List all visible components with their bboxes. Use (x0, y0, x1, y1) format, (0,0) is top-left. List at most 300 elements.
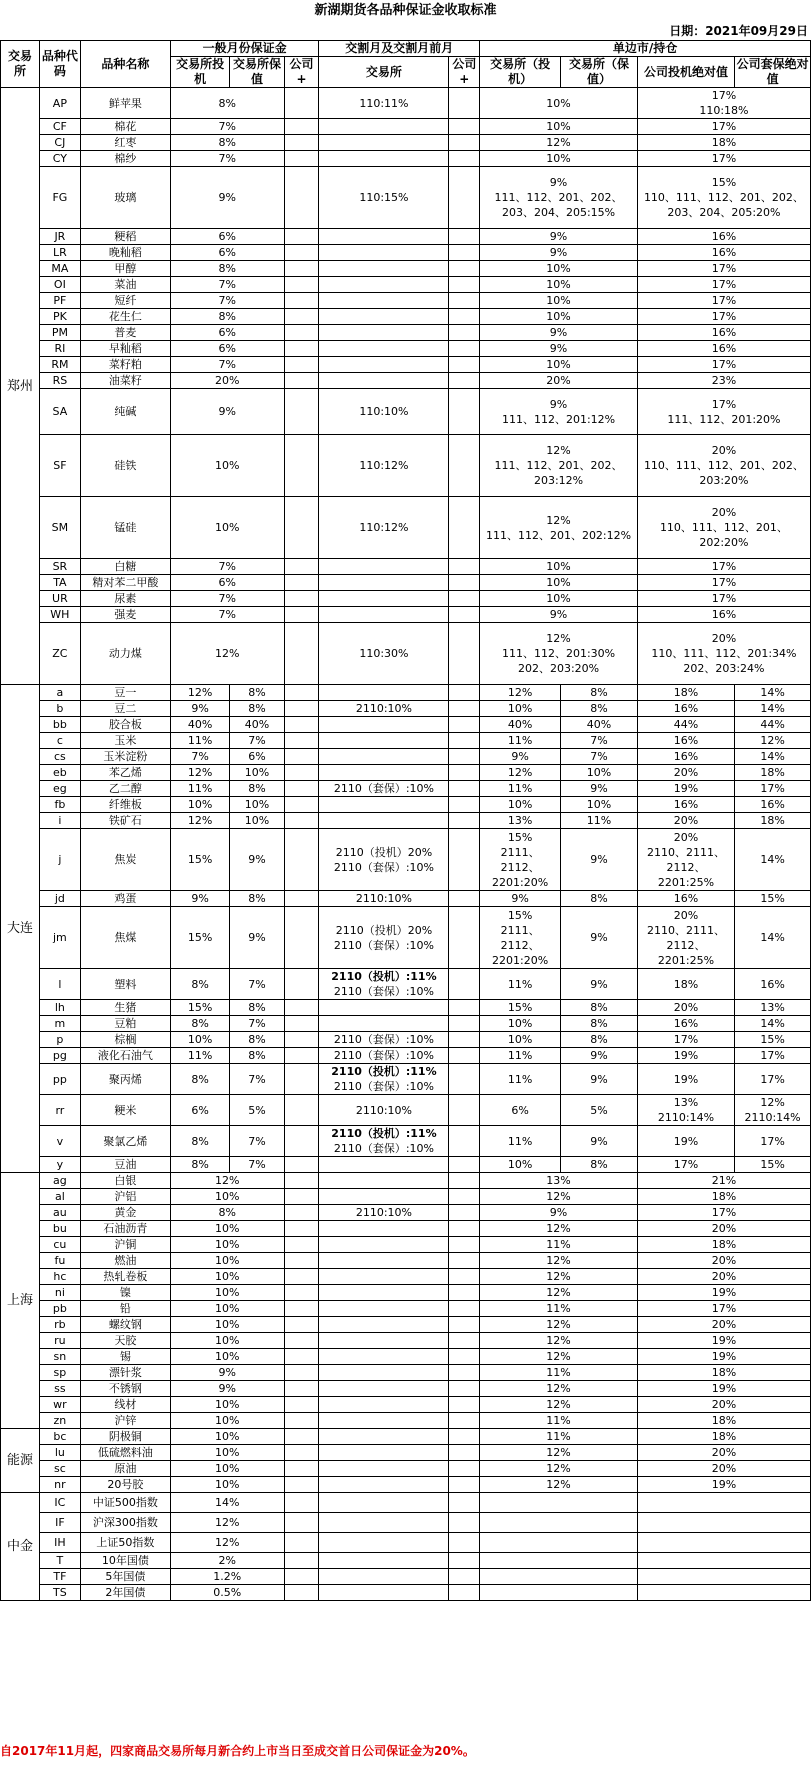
delivery-exchange-cell (319, 325, 449, 341)
general-company-cell (284, 607, 319, 623)
delivery-exchange-cell: 110:12% (319, 435, 449, 497)
header-general-hedge: 交易所保值 (230, 57, 284, 88)
code-cell: eg (39, 781, 80, 797)
general-company-cell (284, 623, 319, 685)
general-margin-cell: 10% (170, 1221, 284, 1237)
general-margin-cell: 10% (170, 1333, 284, 1349)
code-cell: SR (39, 559, 80, 575)
general-hedge-cell: 10% (230, 797, 284, 813)
table-row (1, 341, 811, 357)
single-company-hedge-cell: 15% (735, 1157, 811, 1173)
single-exchange-cell: 10% (480, 293, 638, 309)
table-row (1, 1493, 811, 1513)
table-row (1, 135, 811, 151)
general-spec-cell: 15% (170, 829, 229, 891)
cell-line: 111、112、201、202、203、204、205:15% (494, 191, 623, 219)
name-cell: 塑料 (80, 969, 170, 1000)
single-exchange-cell: 12% (480, 1317, 638, 1333)
single-company-cell: 20% (637, 1397, 810, 1413)
name-cell: 原油 (80, 1461, 170, 1477)
single-company-spec-cell (637, 829, 734, 891)
code-cell: RM (39, 357, 80, 373)
general-hedge-cell: 7% (230, 733, 284, 749)
code-cell: ss (39, 1381, 80, 1397)
table-row (1, 88, 811, 119)
table-row (1, 701, 811, 717)
single-company-spec-cell: 17% (637, 1157, 734, 1173)
general-hedge-cell: 6% (230, 749, 284, 765)
table-row (1, 1269, 811, 1285)
delivery-company-cell (449, 497, 480, 559)
table-row (1, 1397, 811, 1413)
single-company-hedge-cell: 14% (735, 685, 811, 701)
general-company-cell (284, 1333, 319, 1349)
name-cell: 液化石油气 (80, 1048, 170, 1064)
single-company-spec-cell: 16% (637, 749, 734, 765)
single-company-cell: 19% (637, 1477, 810, 1493)
delivery-company-cell (449, 1205, 480, 1221)
single-exchange-hedge-cell: 8% (561, 1000, 638, 1016)
single-company-cell (637, 88, 810, 119)
single-company-cell: 17% (637, 575, 810, 591)
table-row (1, 1253, 811, 1269)
code-cell: hc (39, 1269, 80, 1285)
single-exchange-hedge-cell: 5% (561, 1095, 638, 1126)
single-company-hedge-cell: 12% (735, 733, 811, 749)
name-cell: 油菜籽 (80, 373, 170, 389)
code-cell: cs (39, 749, 80, 765)
single-exchange-spec-cell (480, 907, 561, 969)
single-exchange-hedge-cell: 8% (561, 1157, 638, 1173)
cell-line: 12% (546, 444, 571, 457)
single-exchange-cell: 9% (480, 607, 638, 623)
general-margin-cell: 10% (170, 1461, 284, 1477)
delivery-company-cell (449, 591, 480, 607)
cell-line: 2110:14% (657, 1111, 715, 1124)
cell-line: 15% (507, 830, 533, 844)
table-row (1, 1173, 811, 1189)
table-row (1, 1048, 811, 1064)
general-hedge-cell: 8% (230, 891, 284, 907)
general-company-cell (284, 1157, 319, 1173)
single-company-hedge-cell: 17% (735, 1048, 811, 1064)
name-cell: 豆粕 (80, 1016, 170, 1032)
single-company-cell: 18% (637, 135, 810, 151)
single-company-cell (637, 1533, 810, 1553)
general-spec-cell: 11% (170, 1048, 229, 1064)
single-company-cell: 18% (637, 1429, 810, 1445)
code-cell: cu (39, 1237, 80, 1253)
table-row (1, 1445, 811, 1461)
code-cell: ni (39, 1285, 80, 1301)
single-company-spec-cell: 16% (637, 797, 734, 813)
single-company-spec-cell: 16% (637, 733, 734, 749)
name-cell: 石油沥青 (80, 1221, 170, 1237)
name-cell: 黄金 (80, 1205, 170, 1221)
code-cell: CF (39, 119, 80, 135)
general-company-cell (284, 293, 319, 309)
code-cell: j (39, 829, 80, 891)
general-company-cell (284, 1381, 319, 1397)
code-cell: FG (39, 167, 80, 229)
delivery-exchange-cell (319, 1269, 449, 1285)
cell-line: 110:18% (699, 104, 749, 117)
name-cell: 低硫燃料油 (80, 1445, 170, 1461)
delivery-exchange-cell: 2110（套保）:10% (319, 1048, 449, 1064)
delivery-company-cell (449, 277, 480, 293)
general-company-cell (284, 341, 319, 357)
single-exchange-cell: 12% (480, 1445, 638, 1461)
general-margin-cell: 9% (170, 389, 284, 435)
delivery-exchange-cell: 2110:10% (319, 1205, 449, 1221)
name-cell: 精对苯二甲酸 (80, 575, 170, 591)
general-hedge-cell: 40% (230, 717, 284, 733)
code-cell: SF (39, 435, 80, 497)
single-company-cell (637, 1569, 810, 1585)
single-exchange-cell: 10% (480, 151, 638, 167)
delivery-company-cell (449, 119, 480, 135)
general-company-cell (284, 1221, 319, 1237)
general-company-cell (284, 245, 319, 261)
name-cell: 棉花 (80, 119, 170, 135)
cell-line: 110、111、112、201、202:20% (659, 521, 788, 549)
delivery-exchange-cell: 2110（套保）:10% (319, 1032, 449, 1048)
delivery-exchange-cell (319, 357, 449, 373)
delivery-exchange-cell (319, 1157, 449, 1173)
single-exchange-cell: 11% (480, 1301, 638, 1317)
table-row (1, 685, 811, 701)
single-company-hedge-cell: 16% (735, 969, 811, 1000)
general-hedge-cell: 8% (230, 701, 284, 717)
delivery-exchange-cell (319, 717, 449, 733)
delivery-company-cell (449, 1095, 480, 1126)
single-exchange-cell: 9% (480, 341, 638, 357)
cell-line: 2110、2111、2112、2201:25% (647, 845, 725, 889)
cell-line: 2110（投机）:11% (331, 970, 437, 983)
single-company-spec-cell: 19% (637, 1048, 734, 1064)
name-cell: 棉纱 (80, 151, 170, 167)
name-cell: 焦炭 (80, 829, 170, 891)
table-row (1, 797, 811, 813)
general-hedge-cell: 8% (230, 781, 284, 797)
delivery-company-cell (449, 341, 480, 357)
single-exchange-spec-cell: 11% (480, 733, 561, 749)
delivery-exchange-cell (319, 1445, 449, 1461)
single-company-cell: 17% (637, 559, 810, 575)
code-cell: b (39, 701, 80, 717)
code-cell: jd (39, 891, 80, 907)
single-company-spec-cell: 44% (637, 717, 734, 733)
single-company-spec-cell (637, 907, 734, 969)
cell-line: 17% (711, 397, 737, 411)
general-company-cell (284, 1173, 319, 1189)
general-company-cell (284, 829, 319, 891)
general-margin-cell: 6% (170, 229, 284, 245)
single-exchange-spec-cell: 12% (480, 685, 561, 701)
single-exchange-hedge-cell: 9% (561, 829, 638, 891)
delivery-exchange-cell (319, 261, 449, 277)
table-row (1, 1429, 811, 1445)
delivery-exchange-cell (319, 575, 449, 591)
general-company-cell (284, 701, 319, 717)
general-margin-cell: 10% (170, 1189, 284, 1205)
delivery-company-cell (449, 1253, 480, 1269)
header-single-company-hedge: 公司套保绝对值 (736, 57, 809, 86)
table-row (1, 1221, 811, 1237)
code-cell: eb (39, 765, 80, 781)
table-row (1, 1477, 811, 1493)
delivery-company-cell (449, 1317, 480, 1333)
code-cell: bu (39, 1221, 80, 1237)
single-company-cell: 17% (637, 591, 810, 607)
single-company-cell: 19% (637, 1333, 810, 1349)
cell-line: 9% (549, 397, 568, 411)
general-company-cell (284, 797, 319, 813)
general-company-cell (284, 813, 319, 829)
general-company-cell (284, 167, 319, 229)
single-exchange-spec-cell: 10% (480, 701, 561, 717)
table-row (1, 575, 811, 591)
table-row (1, 891, 811, 907)
cell-line: 2110（投机）:11% (331, 1127, 437, 1140)
name-cell: 沪锌 (80, 1413, 170, 1429)
single-exchange-spec-cell: 10% (480, 797, 561, 813)
name-cell: 2年国债 (80, 1585, 170, 1601)
table-row (1, 1000, 811, 1016)
delivery-company-cell (449, 797, 480, 813)
cell-line: 2110、2111、2112、2201:25% (647, 923, 725, 967)
single-company-cell: 20% (637, 1269, 810, 1285)
single-company-cell: 16% (637, 607, 810, 623)
delivery-company-cell (449, 167, 480, 229)
table-row (1, 1413, 811, 1429)
delivery-exchange-cell: 2110（套保）:10% (319, 781, 449, 797)
single-company-cell (637, 1513, 810, 1533)
name-cell: 豆油 (80, 1157, 170, 1173)
table-row (1, 151, 811, 167)
delivery-company-cell (449, 1000, 480, 1016)
general-margin-cell: 10% (170, 1349, 284, 1365)
code-cell: fu (39, 1253, 80, 1269)
general-company-cell (284, 1553, 319, 1569)
single-exchange-spec-cell: 40% (480, 717, 561, 733)
cell-line: 12% (546, 632, 571, 645)
code-cell: MA (39, 261, 80, 277)
single-company-hedge-cell: 15% (735, 891, 811, 907)
delivery-exchange-cell (319, 1365, 449, 1381)
delivery-exchange-cell (319, 1317, 449, 1333)
table-body (1, 88, 811, 1601)
single-company-cell: 16% (637, 245, 810, 261)
general-company-cell (284, 1285, 319, 1301)
single-company-hedge-cell: 44% (735, 717, 811, 733)
cell-line: 12% (546, 513, 571, 527)
name-cell: 锰硅 (80, 497, 170, 559)
general-margin-cell: 8% (170, 1205, 284, 1221)
name-cell: 晚籼稻 (80, 245, 170, 261)
table-row (1, 1333, 811, 1349)
delivery-exchange-cell (319, 607, 449, 623)
single-exchange-cell: 12% (480, 1349, 638, 1365)
table-header (1, 41, 811, 88)
general-margin-cell: 14% (170, 1493, 284, 1513)
code-cell: T (39, 1553, 80, 1569)
delivery-exchange-cell (319, 151, 449, 167)
general-company-cell (284, 1189, 319, 1205)
single-company-hedge-cell: 14% (735, 701, 811, 717)
delivery-company-cell (449, 1445, 480, 1461)
single-exchange-spec-cell: 9% (480, 749, 561, 765)
table-row (1, 1301, 811, 1317)
single-company-cell (637, 167, 810, 229)
single-company-spec-cell: 19% (637, 781, 734, 797)
delivery-exchange-cell (319, 685, 449, 701)
general-margin-cell: 9% (170, 167, 284, 229)
single-company-cell: 17% (637, 261, 810, 277)
general-company-cell (284, 1477, 319, 1493)
general-margin-cell: 8% (170, 309, 284, 325)
name-cell: 聚氯乙烯 (80, 1126, 170, 1157)
delivery-company-cell (449, 1032, 480, 1048)
single-company-hedge-cell: 18% (735, 813, 811, 829)
cell-line: 2111、2112、2201:20% (492, 923, 549, 967)
single-company-spec-cell (637, 1095, 734, 1126)
header-general-spec: 交易所投机 (170, 57, 229, 88)
code-cell: UR (39, 591, 80, 607)
name-cell: 胶合板 (80, 717, 170, 733)
general-margin-cell: 0.5% (170, 1585, 284, 1601)
name-cell: 动力煤 (80, 623, 170, 685)
code-cell: sc (39, 1461, 80, 1477)
code-cell: SA (39, 389, 80, 435)
general-margin-cell: 8% (170, 261, 284, 277)
cell-line: 2110（投机）20% (335, 923, 433, 937)
single-exchange-spec-cell: 10% (480, 1032, 561, 1048)
delivery-company-cell (449, 1413, 480, 1429)
general-margin-cell: 8% (170, 88, 284, 119)
delivery-company-cell (449, 1221, 480, 1237)
single-company-spec-cell: 18% (637, 969, 734, 1000)
name-cell: 天胶 (80, 1333, 170, 1349)
general-hedge-cell: 7% (230, 969, 284, 1000)
single-exchange-hedge-cell: 7% (561, 749, 638, 765)
single-company-cell: 19% (637, 1381, 810, 1397)
single-exchange-hedge-cell: 9% (561, 781, 638, 797)
delivery-company-cell (449, 685, 480, 701)
cell-line: 2111、2112、2201:20% (492, 845, 549, 889)
name-cell: 沪深300指数 (80, 1513, 170, 1533)
code-cell: PK (39, 309, 80, 325)
single-exchange-cell: 12% (480, 1285, 638, 1301)
delivery-company-cell (449, 88, 480, 119)
general-margin-cell: 7% (170, 119, 284, 135)
general-spec-cell: 15% (170, 1000, 229, 1016)
delivery-exchange-cell (319, 1333, 449, 1349)
delivery-exchange-cell (319, 1513, 449, 1533)
delivery-company-cell (449, 749, 480, 765)
code-cell: JR (39, 229, 80, 245)
general-hedge-cell: 8% (230, 1000, 284, 1016)
name-cell: 锡 (80, 1349, 170, 1365)
single-exchange-cell: 9% (480, 1205, 638, 1221)
general-spec-cell: 9% (170, 701, 229, 717)
code-cell: pg (39, 1048, 80, 1064)
single-company-cell: 17% (637, 309, 810, 325)
delivery-exchange-cell (319, 1461, 449, 1477)
general-company-cell (284, 575, 319, 591)
general-company-cell (284, 1048, 319, 1064)
general-company-cell (284, 88, 319, 119)
code-cell: p (39, 1032, 80, 1048)
table-row (1, 1064, 811, 1095)
header-general-company: 公司+ (284, 57, 319, 88)
general-spec-cell: 11% (170, 781, 229, 797)
code-cell: TA (39, 575, 80, 591)
code-cell: CJ (39, 135, 80, 151)
single-company-spec-cell: 19% (637, 1064, 734, 1095)
delivery-exchange-cell (319, 1064, 449, 1095)
code-cell: IC (39, 1493, 80, 1513)
table-row (1, 261, 811, 277)
single-company-cell (637, 389, 810, 435)
single-exchange-cell: 12% (480, 1253, 638, 1269)
general-spec-cell: 8% (170, 1157, 229, 1173)
single-exchange-spec-cell: 13% (480, 813, 561, 829)
general-company-cell (284, 389, 319, 435)
delivery-company-cell (449, 1381, 480, 1397)
name-cell: 鲜苹果 (80, 88, 170, 119)
delivery-company-cell (449, 1237, 480, 1253)
general-margin-cell: 10% (170, 1317, 284, 1333)
general-company-cell (284, 1585, 319, 1601)
report-date: 日期：2021年09月29日 (669, 24, 808, 38)
code-cell: LR (39, 245, 80, 261)
code-cell: ag (39, 1173, 80, 1189)
general-company-cell (284, 765, 319, 781)
name-cell: 菜油 (80, 277, 170, 293)
single-company-cell: 17% (637, 293, 810, 309)
delivery-exchange-cell: 2110:10% (319, 1095, 449, 1126)
general-hedge-cell: 7% (230, 1157, 284, 1173)
general-margin-cell: 10% (170, 1397, 284, 1413)
general-company-cell (284, 1301, 319, 1317)
single-exchange-spec-cell: 11% (480, 781, 561, 797)
single-exchange-hedge-cell: 9% (561, 1126, 638, 1157)
delivery-exchange-cell (319, 969, 449, 1000)
general-hedge-cell: 5% (230, 1095, 284, 1126)
code-cell: AP (39, 88, 80, 119)
cell-line: 111、112、201:20% (667, 412, 781, 426)
delivery-exchange-cell (319, 309, 449, 325)
single-exchange-cell: 20% (480, 373, 638, 389)
delivery-company-cell (449, 389, 480, 435)
name-cell: 10年国债 (80, 1553, 170, 1569)
general-margin-cell: 7% (170, 277, 284, 293)
code-cell: lh (39, 1000, 80, 1016)
single-company-hedge-cell: 14% (735, 907, 811, 969)
single-exchange-spec-cell: 11% (480, 1048, 561, 1064)
name-cell: 甲醇 (80, 261, 170, 277)
delivery-exchange-cell (319, 341, 449, 357)
table-row (1, 373, 811, 389)
table-row (1, 497, 811, 559)
single-exchange-cell (480, 1585, 638, 1601)
single-company-hedge-cell: 17% (735, 781, 811, 797)
single-exchange-cell: 10% (480, 261, 638, 277)
general-company-cell (284, 1397, 319, 1413)
delivery-company-cell (449, 1493, 480, 1513)
single-exchange-cell (480, 1513, 638, 1533)
